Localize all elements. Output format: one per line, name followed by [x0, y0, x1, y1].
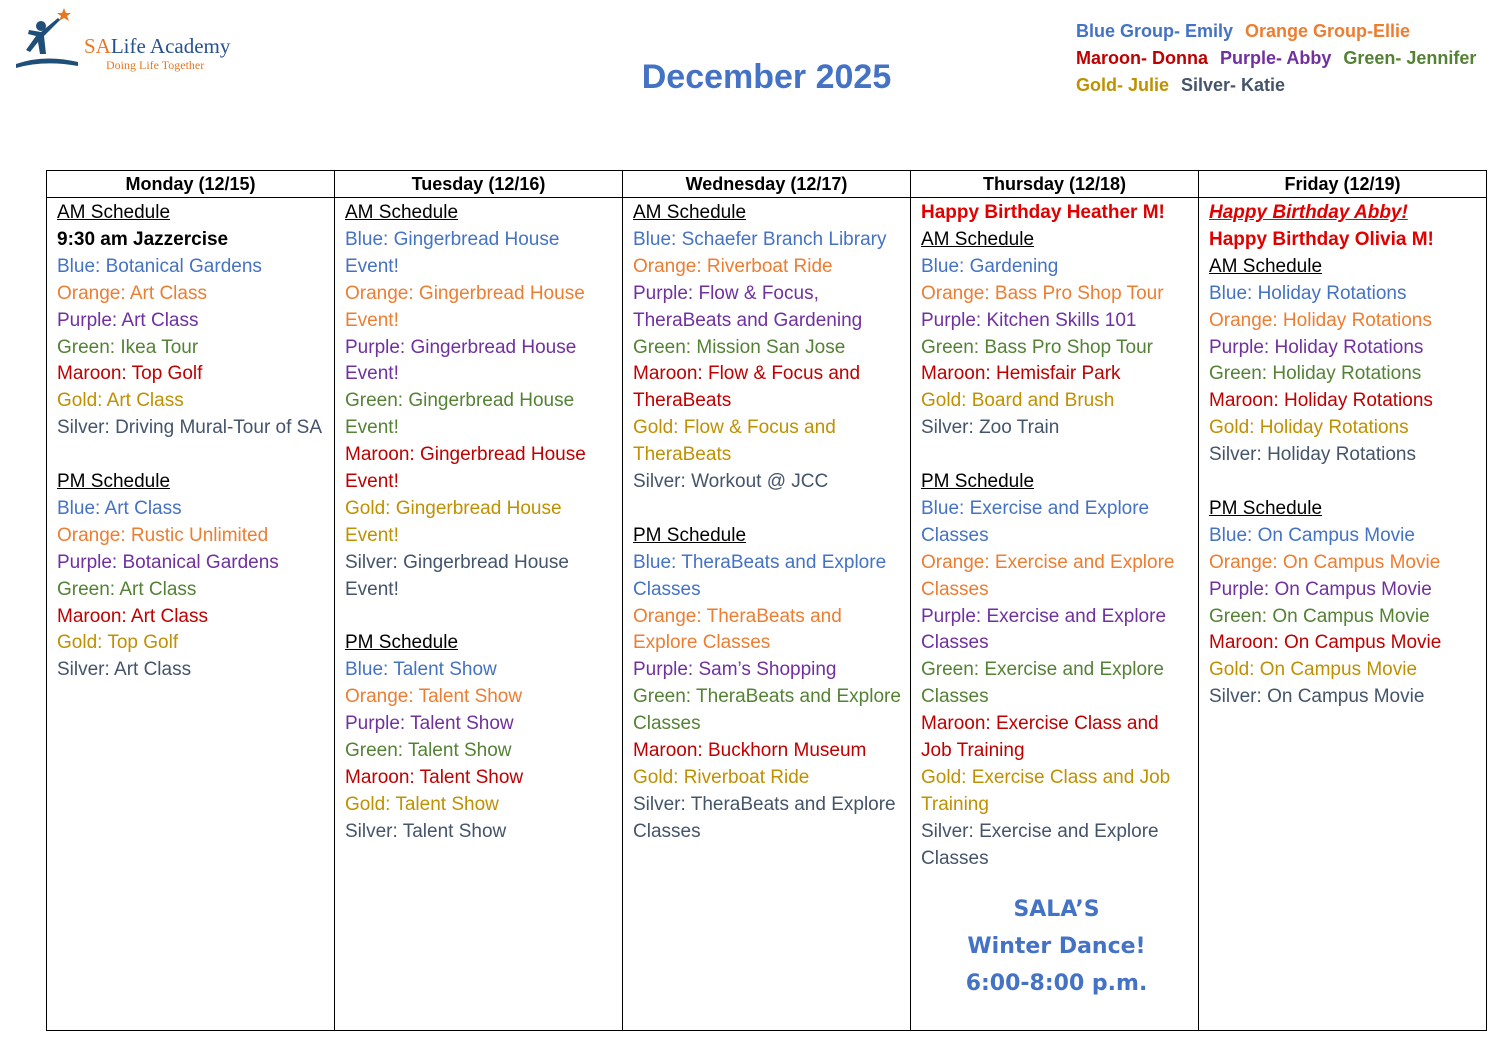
schedule-entry: Green: On Campus Movie	[1209, 605, 1430, 627]
schedule-entry: Gold: Board and Brush	[921, 390, 1115, 412]
schedule-entry: Green: Bass Pro Shop Tour	[921, 336, 1153, 358]
schedule-entry: Happy Birthday Abby!	[1209, 202, 1408, 223]
day-cell	[623, 198, 911, 1031]
schedule-entry: Purple: Flow & Focus, TheraBeats and Gardening	[633, 282, 863, 331]
schedule-entry: Gold: Art Class	[57, 390, 184, 412]
schedule-entry: Silver: Workout @ JCC	[633, 471, 829, 493]
schedule-entry: Maroon: Top Golf	[57, 363, 203, 385]
schedule-heading: PM Schedule	[57, 471, 171, 493]
schedule-entry: Orange: Art Class	[57, 282, 207, 304]
schedule-entry: Gold: Talent Show	[345, 793, 499, 815]
day-header: Tuesday (12/16)	[335, 171, 623, 198]
schedule-heading: AM Schedule	[633, 202, 747, 223]
schedule-entry: Maroon: Art Class	[57, 605, 208, 627]
schedule-entry: Silver: Driving Mural-Tour of SA	[57, 417, 323, 439]
legend-row	[1076, 72, 1488, 99]
day-cell	[47, 198, 335, 1031]
schedule-entry: Maroon: Hemisfair Park	[921, 363, 1121, 385]
schedule-entry: Purple: Sam’s Shopping	[633, 659, 837, 681]
legend-item: Maroon- Donna	[1076, 48, 1208, 68]
schedule-entry: Blue: Schaefer Branch Library	[633, 228, 887, 250]
schedule-entry: Orange: Holiday Rotations	[1209, 309, 1432, 331]
group-legend	[1076, 18, 1488, 99]
schedule-entry: Orange: Talent Show	[345, 686, 523, 708]
schedule-entry: Orange: Riverboat Ride	[633, 255, 833, 277]
schedule-entry: Green: Art Class	[57, 578, 197, 600]
schedule-entry: Blue: Exercise and Explore Classes	[921, 497, 1150, 546]
schedule-entry: Green: TheraBeats and Explore Classes	[633, 686, 901, 735]
schedule-entry: Silver: Gingerbread House Event!	[345, 551, 569, 600]
schedule-entry: Green: Exercise and Explore Classes	[921, 659, 1164, 708]
schedule-entry: Blue: Gingerbread House Event!	[345, 228, 560, 277]
schedule-entry: Maroon: Flow & Focus and TheraBeats	[633, 363, 861, 412]
schedule-entry: Gold: Holiday Rotations	[1209, 417, 1409, 439]
day-cell	[335, 198, 623, 1031]
schedule-entry: Blue: Talent Show	[345, 659, 497, 681]
schedule-entry: Silver: Art Class	[57, 659, 192, 681]
table-header-row	[47, 171, 1487, 198]
legend-item: Green- Jennifer	[1343, 48, 1477, 68]
schedule-entry: Purple: Kitchen Skills 101	[921, 309, 1137, 331]
schedule-heading: AM Schedule	[57, 202, 171, 223]
schedule-entry: Silver: Holiday Rotations	[1209, 444, 1416, 466]
event-line: Winter Dance!	[967, 933, 1146, 959]
schedule-entry: Orange: Rustic Unlimited	[57, 524, 269, 546]
schedule-entry: Silver: Exercise and Explore Classes	[921, 820, 1159, 869]
weekly-schedule-table	[46, 170, 1487, 1031]
schedule-entry: Green: Talent Show	[345, 740, 512, 762]
schedule-entry: Blue: TheraBeats and Explore Classes	[633, 551, 887, 600]
legend-row	[1076, 45, 1488, 72]
spacer	[633, 496, 904, 523]
day-header: Monday (12/15)	[47, 171, 335, 198]
page-title: December 2025	[641, 58, 892, 96]
schedule-entry: Maroon: Exercise Class and Job Training	[921, 713, 1159, 762]
legend-item: Gold- Julie	[1076, 75, 1170, 95]
schedule-entry: Orange: TheraBeats and Explore Classes	[633, 605, 842, 654]
spacer	[345, 604, 616, 631]
day-cell	[1199, 198, 1487, 1031]
logo-tagline: Doing Life Together	[106, 58, 205, 72]
spacer	[1209, 469, 1480, 496]
schedule-entry: Blue: Gardening	[921, 255, 1059, 277]
day-header: Wednesday (12/17)	[623, 171, 911, 198]
schedule-heading: PM Schedule	[1209, 497, 1323, 519]
legend-item: Blue Group- Emily	[1076, 21, 1234, 41]
legend-item: Purple- Abby	[1220, 48, 1332, 68]
schedule-entry: Gold: On Campus Movie	[1209, 659, 1418, 681]
spacer	[57, 442, 328, 469]
schedule-heading: AM Schedule	[921, 228, 1035, 250]
event-line: SALA’S	[1013, 896, 1100, 922]
schedule-entry: Gold: Riverboat Ride	[633, 767, 810, 789]
schedule-entry: Maroon: Holiday Rotations	[1209, 390, 1433, 412]
schedule-entry: Maroon: Talent Show	[345, 767, 524, 789]
schedule-entry: Maroon: On Campus Movie	[1209, 632, 1442, 654]
event-line: 6:00-8:00 p.m.	[965, 970, 1148, 996]
schedule-entry: Orange: Exercise and Explore Classes	[921, 551, 1175, 600]
legend-item: Orange Group-Ellie	[1245, 21, 1411, 41]
schedule-heading: AM Schedule	[345, 202, 459, 223]
schedule-entry: Blue: Art Class	[57, 497, 182, 519]
schedule-entry: Silver: TheraBeats and Explore Classes	[633, 793, 896, 842]
schedule-entry: Silver: Zoo Train	[921, 417, 1060, 439]
schedule-entry: Purple: Botanical Gardens	[57, 551, 279, 573]
schedule-entry: Purple: On Campus Movie	[1209, 578, 1432, 600]
schedule-heading: PM Schedule	[345, 632, 459, 654]
schedule-heading: AM Schedule	[1209, 255, 1323, 277]
schedule-entry: Maroon: Buckhorn Museum	[633, 740, 867, 762]
schedule-entry: Purple: Gingerbread House Event!	[345, 336, 577, 385]
day-header: Friday (12/19)	[1199, 171, 1487, 198]
schedule-entry: Green: Ikea Tour	[57, 336, 199, 358]
schedule-entry: 9:30 am Jazzercise	[57, 228, 229, 250]
schedule-entry: Maroon: Gingerbread House Event!	[345, 444, 586, 493]
legend-item: Silver- Katie	[1181, 75, 1286, 95]
schedule-entry: Happy Birthday Olivia M!	[1209, 228, 1434, 250]
logo-wordmark: SALife Academy	[84, 34, 231, 58]
schedule-entry: Green: Gingerbread House Event!	[345, 390, 575, 439]
schedule-entry: Orange: Bass Pro Shop Tour	[921, 282, 1164, 304]
schedule-entry: Green: Mission San Jose	[633, 336, 846, 358]
winter-dance-event	[921, 891, 1192, 1002]
table-row	[47, 198, 1487, 1031]
schedule-entry: Happy Birthday Heather M!	[921, 202, 1165, 223]
spacer	[921, 442, 1192, 469]
day-cell	[911, 198, 1199, 1031]
schedule-entry: Blue: Holiday Rotations	[1209, 282, 1407, 304]
schedule-entry: Orange: Gingerbread House Event!	[345, 282, 585, 331]
day-header: Thursday (12/18)	[911, 171, 1199, 198]
schedule-entry: Orange: On Campus Movie	[1209, 551, 1441, 573]
schedule-entry: Blue: Botanical Gardens	[57, 255, 262, 277]
schedule-entry: Silver: On Campus Movie	[1209, 686, 1425, 708]
schedule-entry: Gold: Top Golf	[57, 632, 179, 654]
schedule-entry: Gold: Gingerbread House Event!	[345, 497, 562, 546]
schedule-entry: Purple: Talent Show	[345, 713, 514, 735]
legend-row	[1076, 18, 1488, 45]
schedule-entry: Purple: Holiday Rotations	[1209, 336, 1424, 358]
schedule-entry: Purple: Art Class	[57, 309, 199, 331]
schedule-entry: Blue: On Campus Movie	[1209, 524, 1415, 546]
schedule-heading: PM Schedule	[921, 471, 1035, 493]
schedule-entry: Purple: Exercise and Explore Classes	[921, 605, 1167, 654]
schedule-entry: Green: Holiday Rotations	[1209, 363, 1422, 385]
schedule-entry: Gold: Flow & Focus and TheraBeats	[633, 417, 836, 466]
schedule-heading: PM Schedule	[633, 524, 747, 546]
schedule-entry: Silver: Talent Show	[345, 820, 507, 842]
schedule-entry: Gold: Exercise Class and Job Training	[921, 767, 1171, 815]
